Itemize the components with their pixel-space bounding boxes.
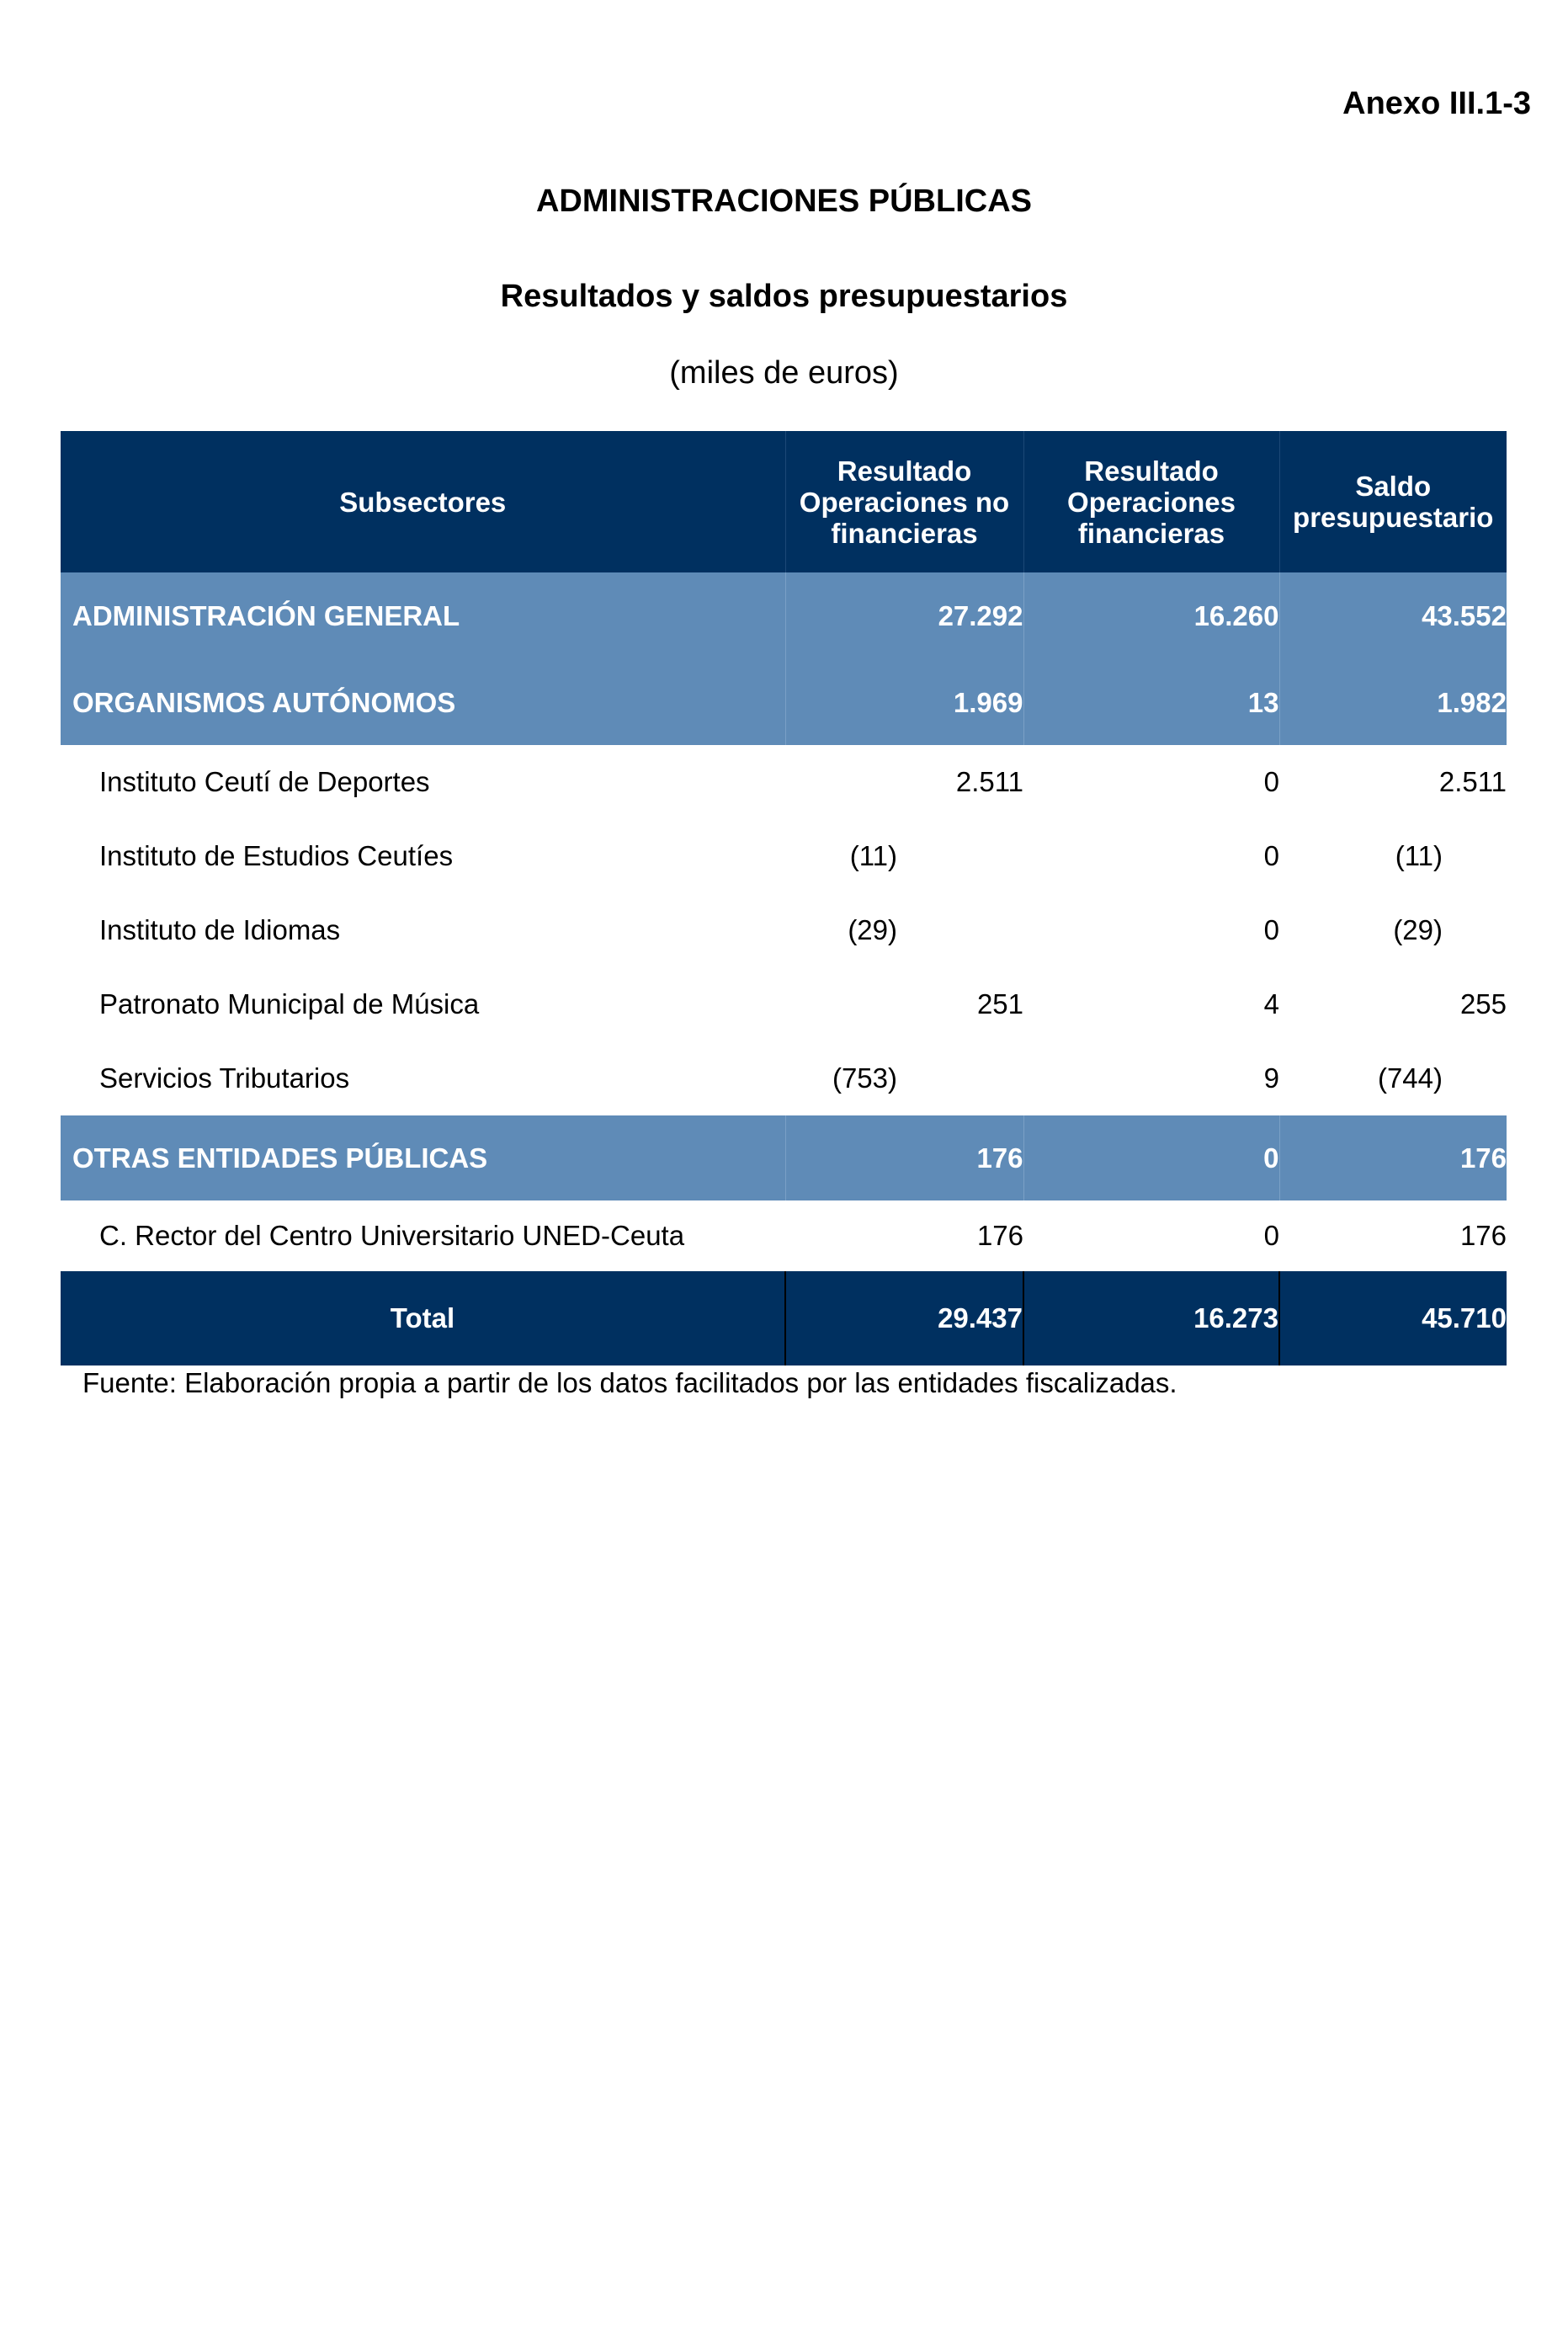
value-financial: 16.260	[1023, 572, 1279, 660]
row-name: Patronato Municipal de Música	[61, 967, 785, 1041]
value-financial: 0	[1023, 1115, 1279, 1200]
table-row	[61, 1041, 1507, 1115]
row-name: Instituto Ceutí de Deportes	[61, 745, 785, 819]
header-line: Saldo	[1355, 471, 1432, 502]
value-balance: 1.982	[1279, 660, 1507, 745]
header-line: Resultado	[1084, 455, 1219, 487]
value-financial: 0	[1023, 893, 1279, 967]
page-subtitle: Resultados y saldos presupuestarios	[500, 279, 1068, 314]
value-financial: 9	[1023, 1041, 1279, 1115]
table-row-otras-entidades-publicas	[61, 1115, 1507, 1200]
value-balance: 176	[1279, 1115, 1507, 1200]
row-name: ADMINISTRACIÓN GENERAL	[61, 572, 785, 660]
value-financial: 0	[1023, 819, 1279, 893]
row-name: Instituto de Idiomas	[61, 893, 785, 967]
value-balance: 43.552	[1279, 572, 1507, 660]
header-subsectores: Subsectores	[61, 431, 785, 572]
table-row	[61, 1200, 1507, 1271]
row-name: OTRAS ENTIDADES PÚBLICAS	[61, 1115, 785, 1200]
value-balance: 2.511	[1279, 745, 1507, 819]
table-row-organismos-autonomos	[61, 660, 1507, 745]
table-row-administracion-general	[61, 572, 1507, 660]
total-label: Total	[61, 1271, 785, 1365]
page-title: ADMINISTRACIONES PÚBLICAS	[535, 184, 1033, 219]
source-footnote: Fuente: Elaboración propia a partir de los datos facilitados por las entidades fiscalizadas.	[82, 1367, 1177, 1398]
row-name: Instituto de Estudios Ceutíes	[61, 819, 785, 893]
header-line: financieras	[1077, 517, 1225, 549]
value-nonfinancial: 176	[785, 1200, 1023, 1271]
header-resultado-financieras	[1023, 431, 1279, 572]
table-total-row	[61, 1271, 1507, 1365]
header-resultado-no-financieras	[785, 431, 1023, 572]
header-line: Resultado	[837, 455, 972, 487]
header-line: financieras	[831, 517, 978, 549]
row-name: ORGANISMOS AUTÓNOMOS	[61, 660, 785, 745]
value-nonfinancial: (753)	[785, 1041, 1023, 1115]
table-row	[61, 893, 1507, 967]
value-nonfinancial: 2.511	[785, 745, 1023, 819]
value-nonfinancial: (11)	[785, 819, 1023, 893]
total-balance: 45.710	[1279, 1271, 1507, 1365]
value-balance: 176	[1279, 1200, 1507, 1271]
value-balance: (744)	[1279, 1041, 1507, 1115]
total-nonfinancial: 29.437	[785, 1271, 1023, 1365]
value-nonfinancial: 176	[785, 1115, 1023, 1200]
row-name: Servicios Tributarios	[61, 1041, 785, 1115]
value-nonfinancial: 251	[785, 967, 1023, 1041]
header-line: presupuestario	[1293, 502, 1494, 533]
total-financial: 16.273	[1023, 1271, 1279, 1365]
value-financial: 4	[1023, 967, 1279, 1041]
value-nonfinancial: 1.969	[785, 660, 1023, 745]
value-financial: 0	[1023, 745, 1279, 819]
header-line: Operaciones no	[799, 486, 1010, 518]
row-name: C. Rector del Centro Universitario UNED-Ceuta	[61, 1200, 785, 1271]
table-row	[61, 967, 1507, 1041]
table-row	[61, 819, 1507, 893]
value-financial: 13	[1023, 660, 1279, 745]
value-balance: (11)	[1279, 819, 1507, 893]
table-row	[61, 745, 1507, 819]
units-label: (miles de euros)	[669, 355, 899, 391]
value-nonfinancial: 27.292	[785, 572, 1023, 660]
value-balance: 255	[1279, 967, 1507, 1041]
value-nonfinancial: (29)	[785, 893, 1023, 967]
budget-results-table	[61, 431, 1507, 1365]
header-line: Operaciones	[1067, 486, 1236, 518]
table-header-row	[61, 431, 1507, 572]
header-saldo-presupuestario	[1279, 431, 1507, 572]
value-financial: 0	[1023, 1200, 1279, 1271]
annex-label: Anexo III.1-3	[1342, 86, 1531, 121]
value-balance: (29)	[1279, 893, 1507, 967]
